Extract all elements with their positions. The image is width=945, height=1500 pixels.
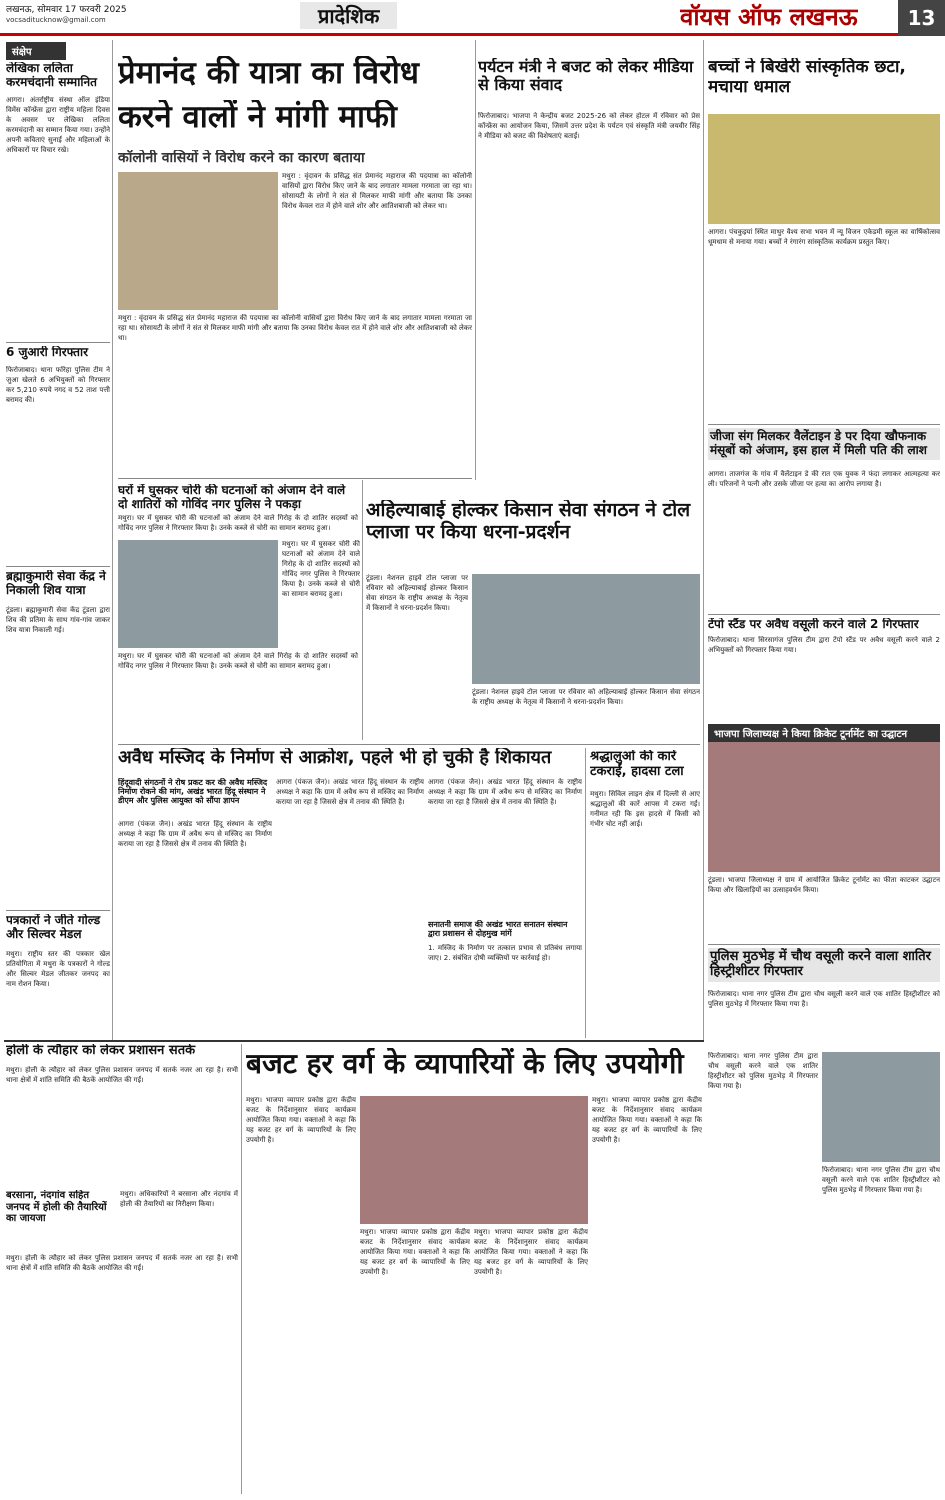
devotees-body: मथुरा। सिविल लाइन क्षेत्र में दिल्ली से आए श्रद्धालुओं की कारें आपस में टकरा गईं। गनीमत रही कि इस हादसे में किसी को गंभीर चोट नहीं आई। [590, 790, 700, 828]
cricket-label: भाजपा जिलाध्यक्ष ने किया क्रिकेट टूर्नामेंट का उद्घाटन [708, 724, 940, 742]
lead-subhead: कॉलोनी वासियों ने विरोध करने का कारण बताया [118, 150, 365, 166]
kisan-headline: अहिल्याबाई होल्कर किसान सेवा संगठन ने टोल प्लाजा पर किया धरना-प्रदर्शन [366, 500, 691, 543]
mosque-body-continued: आगरा (पंकज जैन)। अखंड भारत हिंदू संस्थान के राष्ट्रीय अध्यक्ष ने कहा कि ग्राम में अवैध रूप से मस्जिद का निर्माण कराया जा रहा है जिससे क्षेत्र में तनाव की स्थिति है। [428, 778, 582, 806]
cricket-photo [708, 742, 940, 872]
children-headline: बच्चों ने बिखेरी सांस्कृतिक छटा, मचाया धमाल [708, 58, 906, 97]
column-rule [112, 40, 113, 1040]
column-rule [241, 1044, 242, 1494]
theft-headline: घरों में घुसकर चोरी की घटनाओं को अंजाम देने वाले दो शातिरों को गोविंद नगर पुलिस ने पकड़ा [118, 484, 346, 511]
lead-body-continued: मथुरा : वृंदावन के प्रसिद्ध संत प्रेमानंद महाराज की पदयात्रा का कॉलोनी वासियों द्वारा विरोध किए जाने के बाद लगातार मामला गरमाता जा रहा था। सोसायटी के लोगों ने संत से मिलकर माफी मांगी और बताया कि उनका विरोध केवल रात में होने वाले शोर और आतिशबाजी को लेकर था। [118, 314, 472, 342]
divider [4, 1040, 704, 1042]
column-rule [703, 40, 704, 1040]
devotees-headline: श्रद्धालुओं की कारें टकराईं, हादसा टला [590, 750, 684, 779]
divider [708, 424, 940, 425]
tempo-body: फिरोजाबाद। थाना सिरसागंज पुलिस टीम द्वारा टेंपो स्टैंड पर अवैध वसूली करने वाले 2 अभियुक्तों को गिरफ्तार किया गया। [708, 636, 940, 654]
holi-side-headline: बरसाना, नंदगांव सहित जनपद में होली की तैयारियों का जायजा [6, 1190, 107, 1224]
divider [708, 944, 940, 945]
lead-photo [118, 172, 278, 310]
brief-headline: पत्रकारों ने जीते गोल्ड और सिल्वर मेडल [6, 914, 101, 941]
kisan-body: टूंडला। नेशनल हाइवे टोल प्लाजा पर रविवार को अहिल्याबाई होल्कर किसान सेवा संगठन के राष्ट्रीय अध्यक्ष के नेतृत्व में किसानों ने धरना-प्रदर्शन किया। [366, 574, 468, 612]
tourism-headline: पर्यटन मंत्री ने बजट को लेकर मीडिया से किया संवाद [478, 58, 694, 95]
children-photo [708, 114, 940, 224]
edition-email: vocsaditucknow@gmail.com [6, 16, 106, 24]
budget-photo [360, 1096, 588, 1224]
theft-body-side: मथुरा। घर में घुसकर चोरी की घटनाओं को अंजाम देने वाले गिरोह के दो शातिर सदस्यों को गोविंद नगर पुलिस ने गिरफ्तार किया है। उनके कब्जे से चोरी का सामान बरामद हुआ। [282, 540, 360, 598]
column-rule [362, 480, 363, 740]
encounter-body: फिरोजाबाद। थाना नगर पुलिस टीम द्वारा चौथ वसूली करने वाले एक शातिर हिस्ट्रीशीटर को पुलिस मुठभेड़ में गिरफ्तार किया गया है। [708, 990, 940, 1008]
mosque-headline: अवैध मस्जिद के निर्माण से आक्रोश, पहले भी हो चुकी है शिकायत [118, 748, 552, 768]
divider [6, 910, 110, 911]
cricket-body: टूंडला। भाजपा जिलाध्यक्ष ने ग्राम में आयोजित क्रिकेट टूर्नामेंट का फीता काटकर उद्घाटन किया और खिलाड़ियों का उत्साहवर्धन किया। [708, 876, 940, 894]
brief-label: संक्षेप [6, 42, 66, 60]
masthead: वॉयस ऑफ लखनऊ [680, 3, 858, 31]
brief-body: टूंडला। ब्रह्माकुमारी सेवा केंद्र टूंडला द्वारा शिव की प्रतिमा के साथ गांव-गांव जाकर शिव यात्रा निकाली गई। [6, 606, 110, 634]
tourism-body: फिरोजाबाद। भाजपा ने केन्द्रीय बजट 2025-26 को लेकर होटल में रविवार को प्रेस कॉन्फ्रेंस का आयोजन किया, जिसमें उत्तर प्रदेश के पर्यटन एवं संस्कृति मंत्री जयवीर सिंह ने मीडिया को बजट की विशेषताएं बताईं। [478, 112, 700, 140]
budget-body: मथुरा। भाजपा व्यापार प्रकोष्ठ द्वारा केंद्रीय बजट के निर्देशानुसार संवाद कार्यक्रम आयोजित किया गया। वक्ताओं ने कहा कि यह बजट हर वर्ग के व्यापारियों के लिए उपयोगी है। [246, 1096, 356, 1144]
holi-side-body: मथुरा। अधिकारियों ने बरसाना और नंदगांव में होली की तैयारियों का निरीक्षण किया। [120, 1190, 238, 1208]
theft-body-continued: मथुरा। घर में घुसकर चोरी की घटनाओं को अंजाम देने वाले गिरोह के दो शातिर सदस्यों को गोविंद नगर पुलिस ने गिरफ्तार किया है। उनके कब्जे से चोरी का सामान बरामद हुआ। [118, 652, 358, 670]
budget-body-continued: मथुरा। भाजपा व्यापार प्रकोष्ठ द्वारा केंद्रीय बजट के निर्देशानुसार संवाद कार्यक्रम आयोजित किया गया। वक्ताओं ने कहा कि यह बजट हर वर्ग के व्यापारियों के लिए उपयोगी है। [474, 1228, 588, 1276]
divider [118, 744, 700, 745]
section-title: प्रादेशिक [300, 2, 397, 29]
column-rule [585, 748, 586, 1038]
page-number: 13 [898, 0, 945, 36]
encounter-body-continued: फिरोजाबाद। थाना नगर पुलिस टीम द्वारा चौथ वसूली करने वाले एक शातिर हिस्ट्रीशीटर को पुलिस मुठभेड़ में गिरफ्तार किया गया है। [708, 1052, 818, 1090]
crime-body: आगरा। ताजगंज के गांव में वैलेंटाइन डे की रात एक युवक ने फंदा लगाकर आत्महत्या कर ली। परिजनों ने पत्नी और उसके जीजा पर हत्या का आरोप लगाया है। [708, 470, 940, 488]
budget-headline: बजट हर वर्ग के व्यापारियों के लिए उपयोगी [246, 1048, 684, 1080]
theft-photo [118, 540, 278, 648]
kisan-body-continued: टूंडला। नेशनल हाइवे टोल प्लाजा पर रविवार को अहिल्याबाई होल्कर किसान सेवा संगठन के राष्ट्रीय अध्यक्ष के नेतृत्व में किसानों ने धरना-प्रदर्शन किया। [472, 688, 700, 706]
brief-headline: ब्रह्माकुमारी सेवा केंद्र ने निकाली शिव यात्रा [6, 570, 106, 597]
holi-headline: होली के त्यौहार को लेकर प्रशासन सतर्क [6, 1044, 196, 1058]
holi-body-continued: मथुरा। होली के त्यौहार को लेकर पुलिस प्रशासन जनपद में सतर्क नजर आ रहा है। सभी थाना क्षेत्रों में शांति समिति की बैठकें आयोजित की गईं। [6, 1254, 238, 1272]
divider [118, 478, 472, 479]
edition-date: लखनऊ, सोमवार 17 फरवरी 2025 [6, 5, 127, 15]
encounter-photo [822, 1052, 940, 1162]
lead-headline: प्रेमानंद की यात्रा का विरोध [118, 56, 419, 91]
budget-body-continued: मथुरा। भाजपा व्यापार प्रकोष्ठ द्वारा केंद्रीय बजट के निर्देशानुसार संवाद कार्यक्रम आयोजित किया गया। वक्ताओं ने कहा कि यह बजट हर वर्ग के व्यापारियों के लिए उपयोगी है। [360, 1228, 470, 1276]
divider [708, 614, 940, 615]
kisan-photo [472, 574, 700, 684]
divider [6, 566, 110, 567]
tempo-headline: टेंपो स्टैंड पर अवैध वसूली करने वाले 2 गिरफ्तार [708, 618, 919, 631]
brief-body: आगरा। अंतर्राष्ट्रीय संस्था ऑल इंडिया विमेंस कॉन्फ्रेंस द्वारा राष्ट्रीय महिला दिवस के अवसर पर लेखिका ललिता करमचंदानी का सम्मान किया गया। उन्होंने अपनी कविताएं सुनाईं और महिलाओं के अधिकारों पर विचार रखे। [6, 96, 110, 154]
brief-body: मथुरा। राष्ट्रीय स्तर की पत्रकार खेल प्रतियोगिता में मथुरा के पत्रकारों ने गोल्ड और सिल्वर मेडल जीतकर जनपद का नाम रोशन किया। [6, 950, 110, 988]
lead-body: मथुरा : वृंदावन के प्रसिद्ध संत प्रेमानंद महाराज की पदयात्रा का कॉलोनी वासियों द्वारा विरोध किए जाने के बाद लगातार मामला गरमाता जा रहा था। सोसायटी के लोगों ने संत से मिलकर माफी मांगी और बताया कि उनका विरोध केवल रात में होने वाले शोर और आतिशबाजी को लेकर था। [282, 172, 472, 210]
brief-headline: 6 जुआरी गिरफ्तार [6, 346, 88, 359]
budget-body-continued: मथुरा। भाजपा व्यापार प्रकोष्ठ द्वारा केंद्रीय बजट के निर्देशानुसार संवाद कार्यक्रम आयोजित किया गया। वक्ताओं ने कहा कि यह बजट हर वर्ग के व्यापारियों के लिए उपयोगी है। [592, 1096, 702, 1144]
holi-body: मथुरा। होली के त्यौहार को लेकर पुलिस प्रशासन जनपद में सतर्क नजर आ रहा है। सभी थाना क्षेत्रों में शांति समिति की बैठकें आयोजित की गईं। [6, 1066, 238, 1084]
crime-headline: जीजा संग मिलकर वैलेंटाइन डे पर दिया खौफनाक मंसूबों को अंजाम, इस हाल में मिली पति की लाश [708, 428, 940, 460]
mosque-bullets: हिंदूवादी संगठनों ने रोष प्रकट कर की अवैध मस्जिद निर्माण रोकने की मांग, अखंड भारत हिंदू संस्थान ने डीएम और पुलिस आयुक्त को सौंपा ज्ञापन [118, 778, 268, 806]
mosque-body: आगरा (पंकज जैन)। अखंड भारत हिंदू संस्थान के राष्ट्रीय अध्यक्ष ने कहा कि ग्राम में अवैध रूप से मस्जिद का निर्माण कराया जा रहा है जिससे क्षेत्र में तनाव की स्थिति है। [118, 820, 272, 848]
theft-body: मथुरा। घर में घुसकर चोरी की घटनाओं को अंजाम देने वाले गिरोह के दो शातिर सदस्यों को गोविंद नगर पुलिस ने गिरफ्तार किया है। उनके कब्जे से चोरी का सामान बरामद हुआ। [118, 514, 358, 532]
mosque-subhead: सनातनी समाज की अखंड भारत सनातन संस्थान द्वारा प्रशासन से दोहमुख मांगें [428, 920, 568, 939]
brief-body: फिरोजाबाद। थाना फरिहा पुलिस टीम ने जुआ खेलते 6 अभियुक्तों को गिरफ्तार कर 5,210 रुपये नगद व 52 ताश पत्ती बरामद की। [6, 366, 110, 404]
brief-headline: लेखिका ललिता करमचंदानी सम्मानित [6, 62, 97, 89]
lead-headline: करने वालों ने मांगी माफी [118, 100, 397, 135]
encounter-headline: पुलिस मुठभेड़ में चौथ वसूली करने वाला शातिर हिस्ट्रीशीटर गिरफ्तार [708, 948, 940, 982]
divider [6, 342, 110, 343]
mosque-sub-body: 1. मस्जिद के निर्माण पर तत्काल प्रभाव से प्रतिबंध लगाया जाए। 2. संबंधित दोषी व्यक्तियों पर कार्रवाई हो। [428, 944, 582, 962]
column-rule [475, 40, 476, 480]
mosque-body-continued: आगरा (पंकज जैन)। अखंड भारत हिंदू संस्थान के राष्ट्रीय अध्यक्ष ने कहा कि ग्राम में अवैध रूप से मस्जिद का निर्माण कराया जा रहा है जिससे क्षेत्र में तनाव की स्थिति है। [276, 778, 424, 806]
children-body: आगरा। पंचकुइयां स्थित माथुर वैश्य सभा भवन में न्यू विजन एकेडमी स्कूल का वार्षिकोत्सव धूमधाम से मनाया गया। बच्चों ने रंगारंग सांस्कृतिक कार्यक्रम प्रस्तुत किए। [708, 228, 940, 246]
encounter-body-continued: फिरोजाबाद। थाना नगर पुलिस टीम द्वारा चौथ वसूली करने वाले एक शातिर हिस्ट्रीशीटर को पुलिस मुठभेड़ में गिरफ्तार किया गया है। [822, 1166, 940, 1194]
